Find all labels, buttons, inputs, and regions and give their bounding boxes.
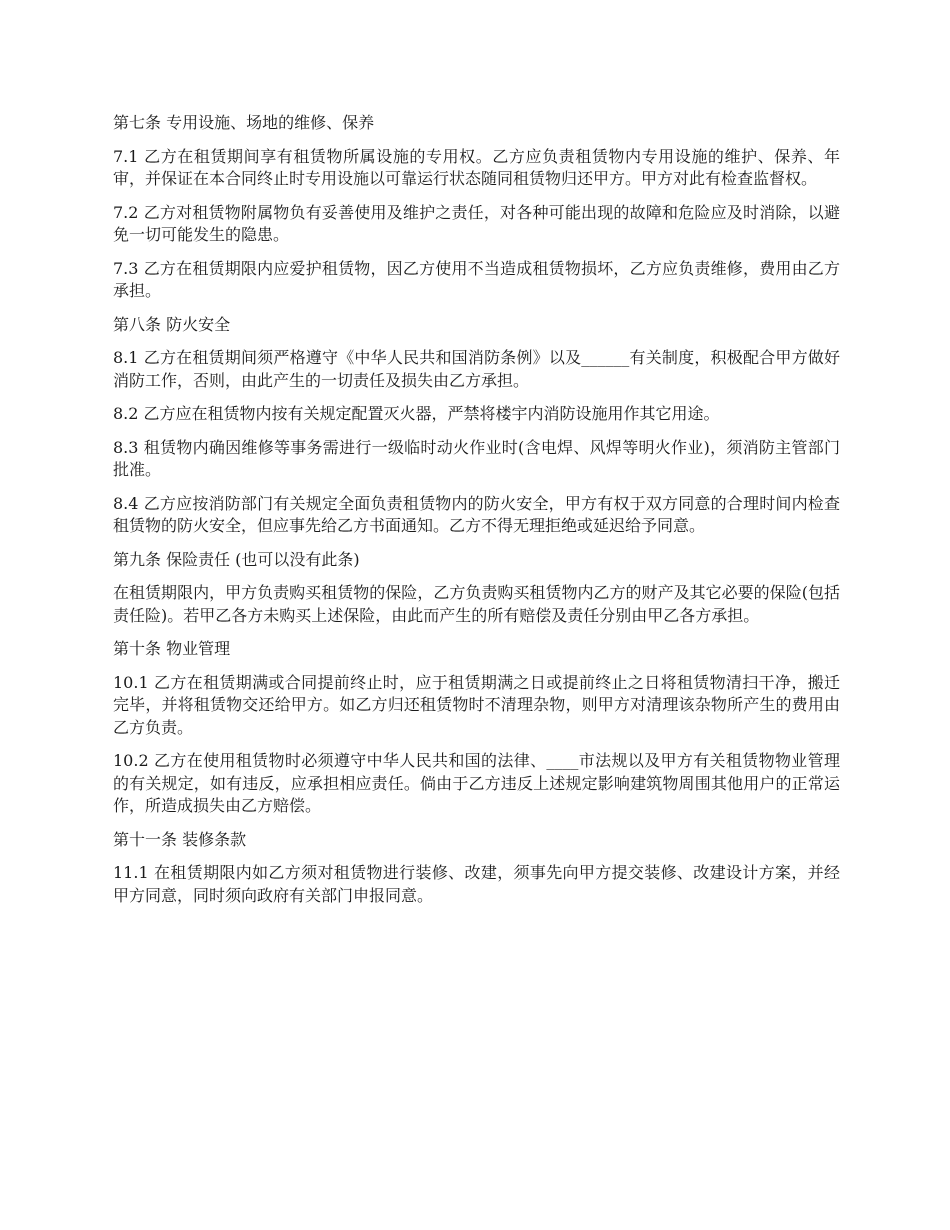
article-8-heading: 第八条 防火安全 [113, 314, 231, 334]
clause-9-body: 在租赁期限内，甲方负责购买租赁物的保险，乙方负责购买租赁物内乙方的财产及其它必要的保险(包括责任险)。若甲乙各方未购买上述保险，由此而产生的所有赔偿及责任分别由甲乙各方承担。 [113, 583, 840, 625]
article-9-heading: 第九条 保险责任 (也可以没有此条) [113, 549, 360, 569]
document-body [113, 112, 840, 918]
clause-8-4: 8.4 乙方应按消防部门有关规定全面负责租赁物内的防火安全，甲方有权于双方同意的合理时间内检查租赁物的防火安全，但应事先给乙方书面通知。乙方不得无理拒绝或延迟给予同意。 [113, 493, 840, 535]
clause-7-1: 7.1 乙方在租赁期间享有租赁物所属设施的专用权。乙方应负责租赁物内专用设施的维护、保养、年审，并保证在本合同终止时专用设施以可靠运行状态随同租赁物归还甲方。甲方对此有检查监督权。 [113, 146, 840, 188]
clause-8-3: 8.3 租赁物内确因维修等事务需进行一级临时动火作业时(含电焊、风焊等明火作业)，须消防主管部门批准。 [113, 437, 840, 479]
clause-7-2: 7.2 乙方对租赁物附属物负有妥善使用及维护之责任，对各种可能出现的故障和危险应及时消除，以避免一切可能发生的隐患。 [113, 202, 840, 244]
clause-10-1: 10.1 乙方在租赁期满或合同提前终止时，应于租赁期满之日或提前终止之日将租赁物清扫干净，搬迁完毕，并将租赁物交还给甲方。如乙方归还租赁物时不清理杂物，则甲方对清理该杂物所产生的费用由乙方负责。 [113, 672, 840, 737]
clause-8-2: 8.2 乙方应在租赁物内按有关规定配置灭火器，严禁将楼宇内消防设施用作其它用途。 [113, 404, 720, 423]
clause-8-1: 8.1 乙方在租赁期间须严格遵守《中华人民共和国消防条例》以及______有关制度，积极配合甲方做好消防工作，否则，由此产生的一切责任及损失由乙方承担。 [113, 348, 840, 390]
article-10-heading: 第十条 物业管理 [113, 639, 231, 658]
clause-7-3: 7.3 乙方在租赁期限内应爱护租赁物，因乙方使用不当造成租赁物损坏，乙方应负责维修，费用由乙方承担。 [113, 258, 840, 300]
article-11-heading: 第十一条 装修条款 [113, 829, 247, 849]
clause-11-1: 11.1 在租赁期限内如乙方须对租赁物进行装修、改建，须事先向甲方提交装修、改建设计方案，并经甲方同意，同时须向政府有关部门申报同意。 [113, 863, 840, 905]
article-7-heading: 第七条 专用设施、场地的维修、保养 [113, 113, 375, 132]
clause-10-2: 10.2 乙方在使用租赁物时必须遵守中华人民共和国的法律、____市法规以及甲方有关租赁物物业管理的有关规定，如有违反，应承担相应责任。倘由于乙方违反上述规定影响建筑物周围其他用户的正常运作，所造成损失由乙方赔偿。 [113, 751, 840, 815]
